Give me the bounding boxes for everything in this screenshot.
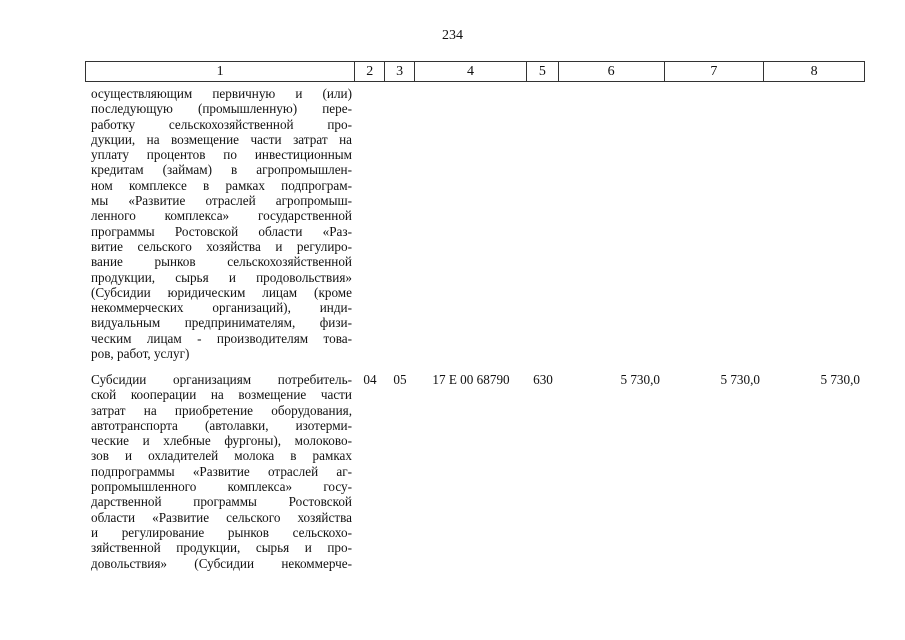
cell-expense-type: 630: [533, 372, 553, 387]
description-line: подпрограммы «Развитие отраслей аг-: [91, 463, 352, 479]
description-line: Субсидии организациям потребитель-: [91, 372, 352, 387]
description-line: уплату процентов по инвестиционным: [91, 147, 352, 163]
column-header-8: 8: [810, 64, 818, 79]
cell-col3: [385, 86, 415, 361]
cell-col6: [559, 86, 665, 361]
description-line: затрат на приобретение оборудования,: [91, 402, 352, 418]
column-header-1: 1: [86, 62, 355, 81]
description-line: зов и охладителей молока в рамках: [91, 448, 352, 464]
description-line: зяйственной продукции, сырья и про-: [91, 540, 352, 556]
description-line: ской кооперации на возмещение части: [91, 387, 352, 403]
description-line: вание рынков сельскохозяйственной: [91, 254, 352, 270]
description-line: автотранспорта (автолавки, изотерми-: [91, 417, 352, 433]
description-line: дарственной программы Ростовской: [91, 494, 352, 510]
cell-amount-col7: 5 730,0: [720, 372, 760, 387]
column-header-4: 4: [415, 62, 527, 81]
column-header-6: 6: [559, 62, 665, 81]
description-line: (Субсидии юридическим лицам (кроме: [91, 284, 352, 300]
cell-col7: [665, 86, 765, 361]
description-line: осуществляющим первичную и (или): [91, 86, 352, 101]
column-header-2: 2: [355, 62, 385, 81]
description-line: и регулирование рынков сельскохо-: [91, 524, 352, 540]
cell-section: 04: [363, 372, 377, 387]
description-line: последующую (промышленную) пере-: [91, 101, 352, 117]
description-line: программы Ростовской области «Раз-: [91, 223, 352, 239]
description-line: области «Развитие сельского хозяйства: [91, 509, 352, 525]
table-row: [85, 86, 865, 361]
description-line: ропромышленного комплекса» госу-: [91, 479, 352, 495]
description-line: витие сельского хозяйства и регулиро-: [91, 238, 352, 254]
column-header-3: 3: [385, 62, 415, 81]
cell-col4: [415, 86, 527, 361]
description-line: кредитам (займам) в агропромышлен-: [91, 162, 352, 178]
cell-amount-col8: 5 730,0: [820, 372, 860, 387]
description-line: видуальным предпринимателям, физи-: [91, 315, 352, 331]
cell-col5: [527, 86, 559, 361]
description-line: ном комплексе в рамках подпрограм-: [91, 177, 352, 193]
description-line: ческим лицам - производителям това-: [91, 330, 352, 346]
table-row: [85, 372, 865, 571]
cell-subsection: 05: [393, 372, 407, 387]
column-header-5: 5: [527, 62, 559, 81]
description-line: работку сельскохозяйственной про-: [91, 116, 352, 132]
description-line: продукции, сырья и продовольствия»: [91, 269, 352, 285]
page-number: 234: [442, 28, 463, 43]
description-line: ров, работ, услуг): [91, 346, 190, 362]
row-description: [85, 372, 355, 571]
description-line: ческие и хлебные фургоны), молоково-: [91, 433, 352, 449]
description-line: некоммерческих организаций), инди-: [91, 300, 352, 316]
column-header-7: 7: [665, 62, 765, 81]
cell-col8: [765, 86, 865, 361]
cell-target-article: 17 Е 00 68790: [432, 372, 510, 387]
description-line: довольствия» (Субсидии некоммерче-: [91, 555, 352, 571]
cell-col2: [355, 86, 385, 361]
description-line: мы «Развитие отраслей агропромыш-: [91, 193, 352, 209]
cell-amount-col6: 5 730,0: [620, 372, 660, 387]
description-line: дукции, на возмещение части затрат на: [91, 131, 352, 147]
description-line: ленного комплекса» государственной: [91, 208, 352, 224]
row-description: [85, 86, 355, 361]
table-header-row: [85, 61, 865, 82]
